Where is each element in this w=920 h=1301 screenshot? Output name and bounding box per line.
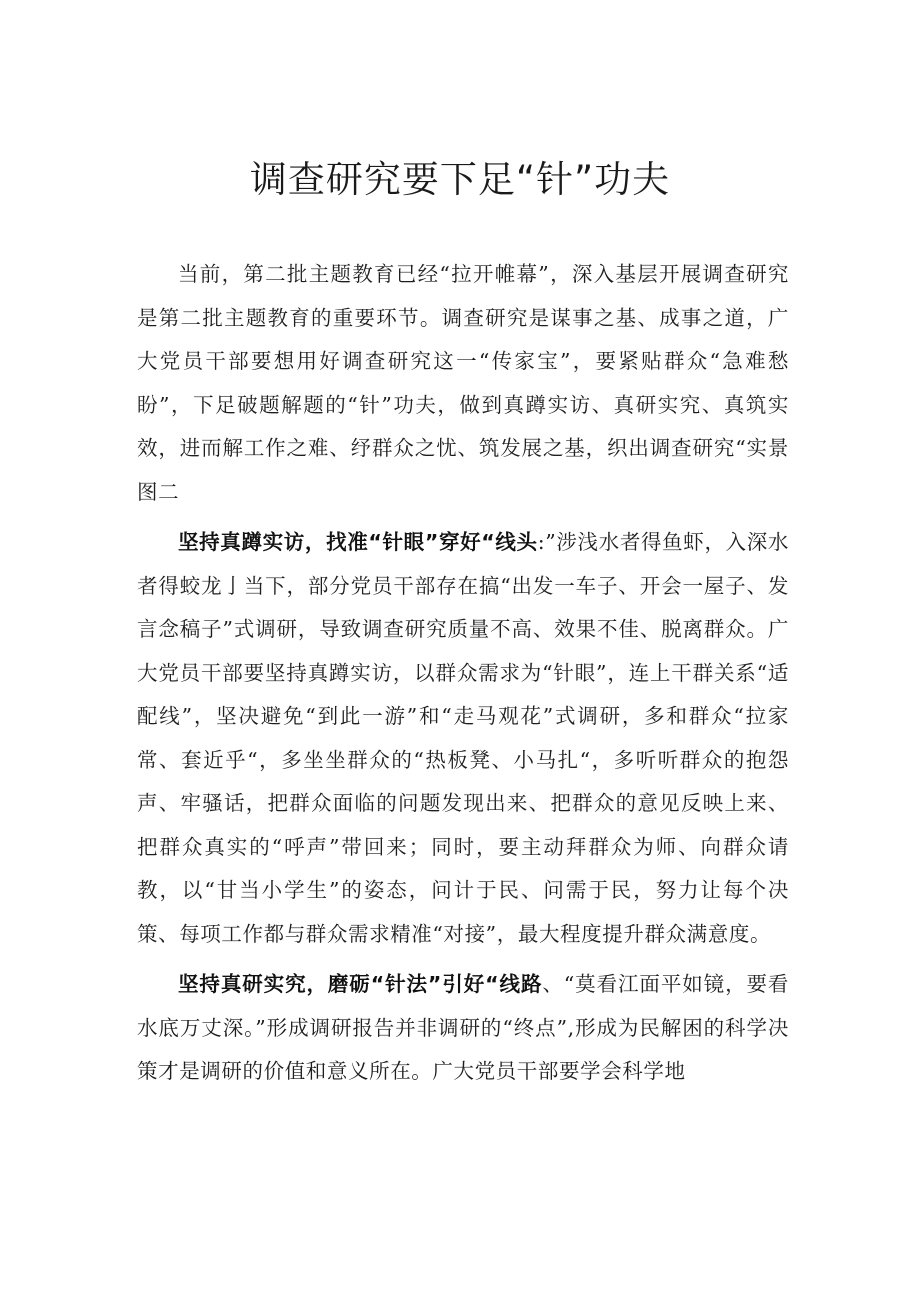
paragraph-text: 、“莫看江面平如镜，要看水底万丈深。”形成调研报告并非调研的“终点”,形成为民解困的科学决策才是调研的价值和意义所在。广大党员干部要学会科学地: [137, 972, 790, 1083]
paragraph-section-1: [137, 521, 789, 956]
paragraph-section-2: [137, 963, 789, 1094]
section-heading: 坚持真研实究，磨砺“针法”引好“线路: [178, 972, 543, 996]
paragraph-text: 当前，第二批主题教育已经“拉开帷幕”，深入基层开展调查研究是第二批主题教育的重要环节。调查研究是谋事之基、成事之道，广大党员干部要想用好调查研究这一“传家宝”，要紧贴群众“急难愁盼”，下足破题解题的“针”功夫，做到真蹲实访、真研实究、真筑实效，进而解工作之难、纾群众之忧、筑发展之基，织出调查研究“实景图二: [137, 262, 789, 504]
document-body: [137, 253, 789, 1101]
document-title: 调查研究要下足“针”功夫: [249, 158, 671, 201]
paragraph-intro: [137, 253, 789, 514]
paragraph-text: :”涉浅水者得鱼虾，入深水者得蛟龙亅当下，部分党员干部存在搞“出发一车子、开会一屋子、发言念稿子”式调研，导致调查研究质量不高、效果不佳、脱离群众。广大党员干部要坚持真蹲实访，以群众需求为“针眼”，连上干群关系“适配线”，坚决避免“到此一游”和“走马观花”式调研，多和群众“拉家常、套近乎“，多坐坐群众的“热板凳、小马扎“，多听听群众的抱怨声、牢骚话，把群众面临的问题发现出来、把群众的意见反映上来、把群众真实的“呼声”带回来；同时，要主动拜群众为师、向群众请教，以“甘当小学生”的姿态，问计于民、问需于民，努力让每个决策、每项工作都与群众需求精准“对接”，最大程度提升群众满意度。: [137, 530, 790, 946]
section-heading: 坚持真蹲实访，找准“针眼”穿好“线头: [178, 530, 538, 554]
